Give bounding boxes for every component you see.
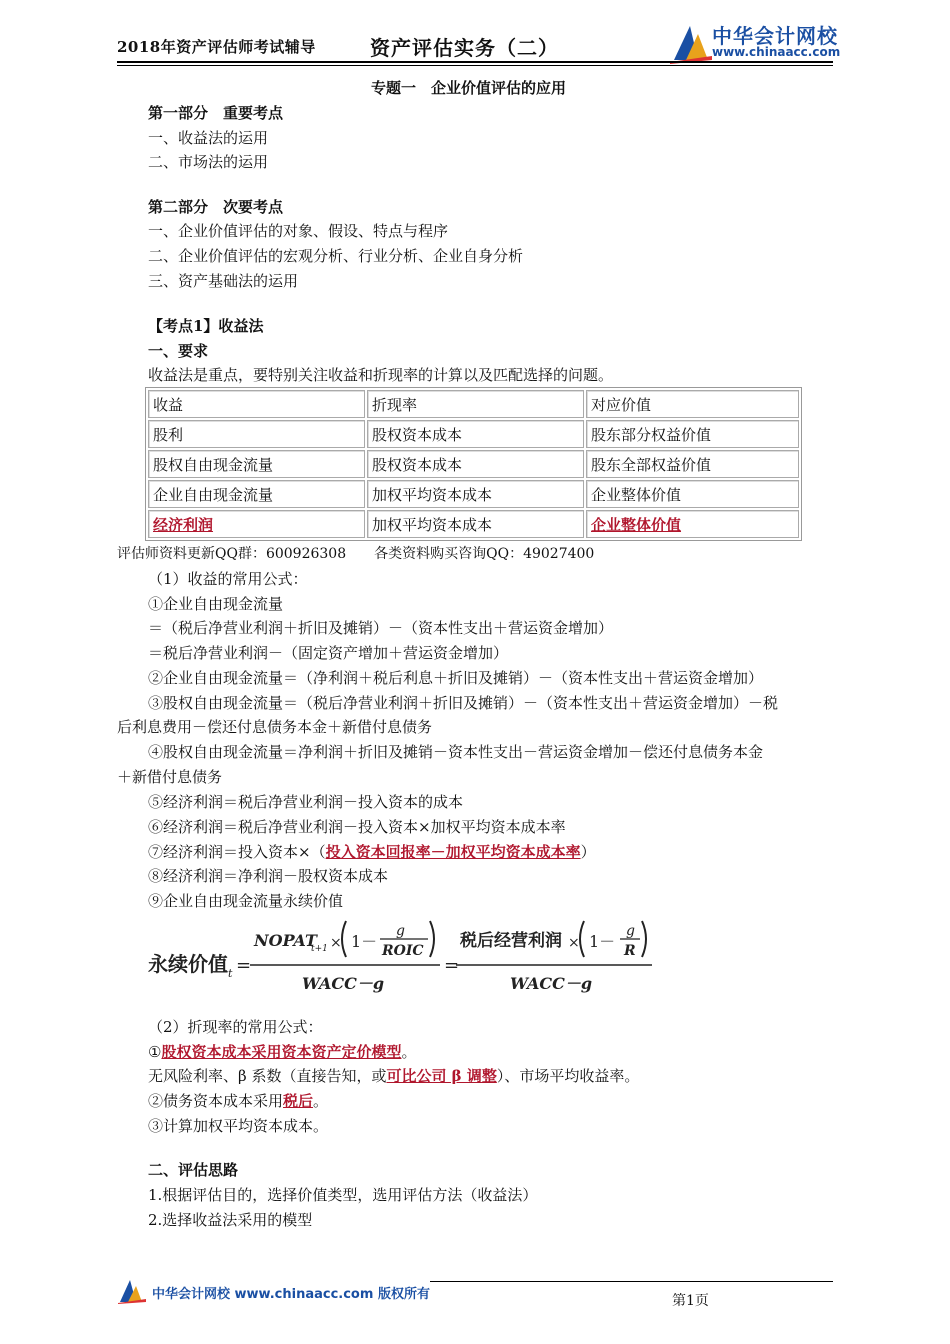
formula-lhs: 永续价值: [148, 952, 228, 976]
kp1-sub-heading: 一、要求: [148, 342, 209, 360]
formula-line-7: [148, 842, 596, 862]
qq-info: 评估师资料更新QQ群：600926308 各类资料购买咨询QQ：49027400: [117, 546, 595, 562]
header-rule: [117, 61, 833, 63]
formula-highlight: 投入资本回报率－加权平均资本成本率: [325, 843, 581, 861]
formula-line: ＝税后净营业利润－（固定资产增加＋营运资金增加）: [148, 644, 509, 662]
table-header-cell: 收益: [148, 390, 365, 418]
formula-denominator: WACC－g: [510, 974, 593, 993]
formula-line: ＝（税后净营业利润＋折旧及摊销）－（资本性支出＋营运资金增加）: [148, 619, 614, 637]
footer-logo-icon: [118, 1278, 148, 1304]
formula-one-minus: 1－: [589, 932, 616, 951]
table-header-row: [148, 390, 799, 418]
kp1-intro: 收益法是重点，要特别关注收益和折现率的计算以及匹配选择的问题。: [148, 366, 614, 384]
page-number: 第1页: [672, 1293, 709, 1309]
table-cell: [586, 510, 799, 538]
income-discount-table: [145, 387, 802, 541]
formula-line: ⑨企业自由现金流量永续价值: [148, 892, 344, 910]
discount-text: ）、市场平均收益率。: [496, 1067, 640, 1085]
formula-times: ×: [568, 935, 580, 951]
discount-text: 。: [313, 1092, 329, 1110]
section2-item: 2.选择收益法采用的模型: [148, 1211, 313, 1229]
table-header-cell: 折现率: [367, 390, 584, 418]
formula-line: ②企业自由现金流量＝（净利润＋税后利息＋折旧及摊销）－（资本性支出＋营运资金增加）: [148, 669, 764, 687]
perpetuity-formula: [148, 915, 658, 999]
formula-line: ①企业自由现金流量: [148, 595, 284, 613]
formula-line: ⑥经济利润＝税后净营业利润－投入资本×加权平均资本成本率: [148, 818, 566, 836]
table-header-cell: 对应价值: [586, 390, 799, 418]
formula-lhs-sub: t: [228, 967, 233, 980]
formula-denominator: WACC－g: [302, 974, 385, 993]
table-cell: 股东部分权益价值: [586, 420, 799, 448]
formula-line: ④股权自由现金流量＝净利润＋折旧及摊销－资本性支出－营运资金增加－偿还付息债务本金: [148, 743, 764, 761]
formulas-title: （1）收益的常用公式：: [148, 570, 308, 588]
table-cell: 股权资本成本: [367, 450, 584, 478]
logo-text: 中华会计网校: [712, 24, 838, 48]
formula-nopat: NOPAT: [254, 931, 317, 950]
formula-num2: 税后经营利润: [460, 931, 562, 951]
discount-text: ①: [148, 1043, 162, 1061]
discount-text: 。: [401, 1043, 417, 1061]
formula-line: 后利息费用－偿还付息债务本金＋新借付息债务: [117, 718, 433, 736]
part2-item: 二、企业价值评估的宏观分析、行业分析、企业自身分析: [148, 247, 524, 265]
section2-item: 1.根据评估目的，选择价值类型，选用评估方法（收益法）: [148, 1186, 538, 1204]
table-cell: 股权自由现金流量: [148, 450, 365, 478]
formula-times: ×: [330, 935, 342, 951]
discount-line-1b: [148, 1066, 639, 1086]
discount-highlight: 可比公司 β 调整: [386, 1067, 497, 1085]
discount-line-1: [148, 1042, 416, 1062]
header-title: 资产评估实务（二）: [370, 36, 559, 60]
formula-roic: ROIC: [382, 943, 424, 959]
formula-line: ⑧经济利润＝净利润－股权资本成本: [148, 867, 389, 885]
formula-one-minus: 1－: [351, 932, 378, 951]
table-cell: 加权平均资本成本: [367, 510, 584, 538]
formula-text: ）: [580, 843, 596, 861]
table-cell: 股权资本成本: [367, 420, 584, 448]
part1-item: 二、市场法的运用: [148, 153, 269, 171]
part2-item: 三、资产基础法的运用: [148, 272, 299, 290]
section2-heading: 二、评估思路: [148, 1161, 239, 1179]
table-cell: 股东全部权益价值: [586, 450, 799, 478]
formula-g: g: [396, 923, 405, 939]
kp1-heading: 【考点1】收益法: [148, 317, 264, 335]
footer-rule: [430, 1281, 833, 1282]
table-cell: 股利: [148, 420, 365, 448]
discount-text: 无风险利率、β 系数（直接告知，或: [148, 1067, 387, 1085]
discount-line-3: ③计算加权平均资本成本。: [148, 1117, 329, 1135]
header-rule-thin: [117, 65, 833, 66]
table-cell: [148, 510, 365, 538]
table-row: [148, 480, 799, 508]
discount-title: （2）折现率的常用公式：: [148, 1018, 323, 1036]
logo-url: www.chinaacc.com: [712, 45, 841, 59]
formula-line: ③股权自由现金流量＝（税后净营业利润＋折旧及摊销）－（资本性支出＋营运资金增加）－税: [148, 694, 779, 712]
discount-text: ②债务资本成本采用: [148, 1092, 284, 1110]
table-cell: 加权平均资本成本: [367, 480, 584, 508]
formula-nopat-sub: t+1: [311, 944, 328, 954]
table-row: [148, 510, 799, 538]
formula-text: ⑦经济利润＝投入资本×（: [148, 843, 326, 861]
header-left: 2018年资产评估师考试辅导: [117, 38, 316, 56]
table-row: [148, 450, 799, 478]
table-cell: 企业整体价值: [586, 480, 799, 508]
discount-highlight: 税后: [283, 1092, 314, 1110]
footer-copyright: 中华会计网校 www.chinaacc.com 版权所有: [152, 1287, 430, 1302]
part2-item: 一、企业价值评估的对象、假设、特点与程序: [148, 222, 449, 240]
discount-line-2: [148, 1091, 328, 1111]
table-cell-highlight: 企业整体价值: [591, 515, 682, 534]
formula-line: ⑤经济利润＝税后净营业利润－投入资本的成本: [148, 793, 464, 811]
part2-heading: 第二部分 次要考点: [148, 198, 284, 216]
table-row: [148, 420, 799, 448]
formula-g: g: [626, 923, 635, 939]
formula-line: ＋新借付息债务: [117, 768, 223, 786]
topic-title: 专题一 企业价值评估的应用: [371, 79, 567, 97]
formula-eq: =: [444, 955, 460, 976]
formula-r: R: [624, 943, 636, 959]
formula-eq: =: [236, 955, 252, 976]
discount-highlight: 股权资本成本采用资本资产定价模型: [161, 1043, 402, 1061]
table-cell: 企业自由现金流量: [148, 480, 365, 508]
table-cell-highlight: 经济利润: [153, 515, 214, 534]
part1-heading: 第一部分 重要考点: [148, 104, 284, 122]
part1-item: 一、收益法的运用: [148, 129, 269, 147]
